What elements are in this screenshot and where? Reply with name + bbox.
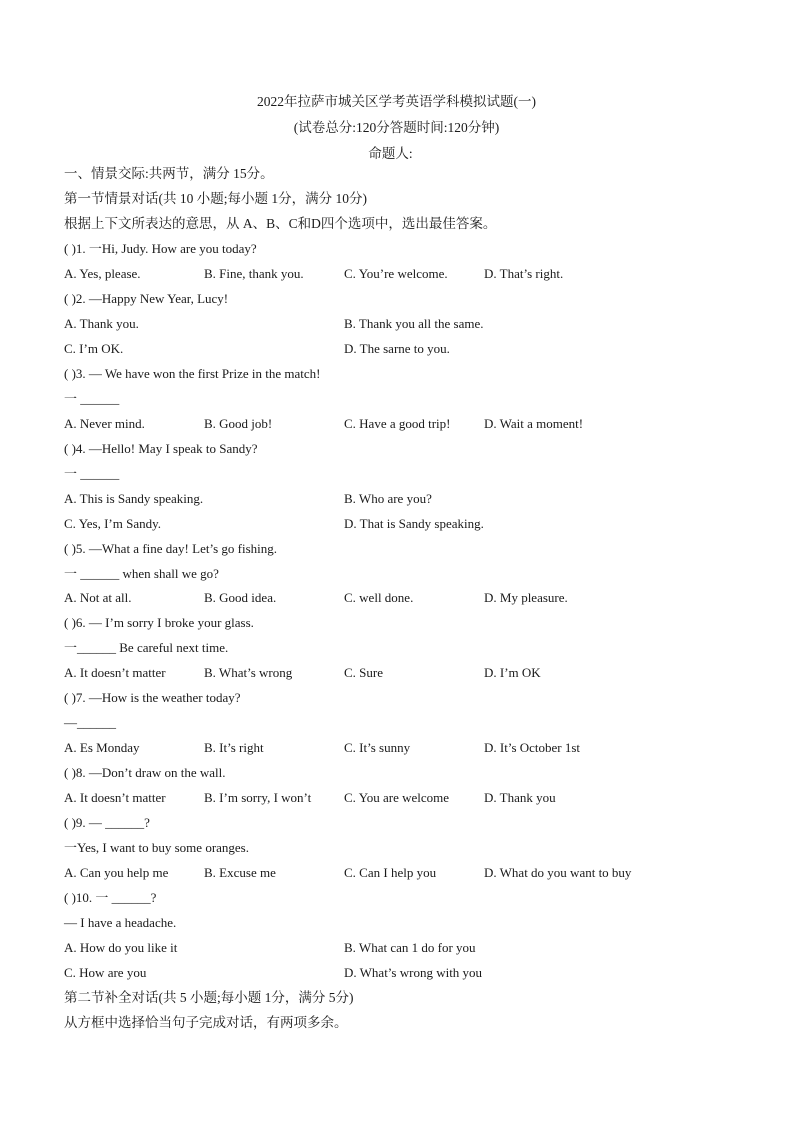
question-3-option-c: C. Have a good trip! — [344, 416, 451, 431]
question-1-option-c: C. You’re welcome. — [344, 266, 448, 281]
question-5-option-c: C. well done. — [344, 590, 414, 605]
part1-title: 一、情景交际:共两节，满分 15分。 — [64, 166, 274, 181]
question-3-option-b: B. Good job! — [204, 416, 273, 431]
question-8-stem: ( )8. —Don’t draw on the wall. — [64, 765, 226, 780]
question-9-stem: ( )9. — ______? — [64, 815, 150, 830]
question-7-option-d: D. It’s October 1st — [484, 740, 581, 755]
exam-subtitle: (试卷总分:120分答题时间:120分钟) — [293, 120, 500, 135]
question-8-option-b: B. I’m sorry, I won’t — [204, 790, 312, 805]
question-3-reply: 一 ______ — [64, 391, 120, 406]
question-4-reply: 一 ______ — [64, 466, 120, 481]
question-5-option-d: D. My pleasure. — [484, 590, 568, 605]
question-7-reply: —______ — [64, 715, 116, 730]
question-9-option-b: B. Excuse me — [204, 865, 276, 880]
question-10-option-a: A. How do you like it — [64, 940, 178, 955]
section2-instruction: 从方框中选择恰当句子完成对话，有两项多余。 — [64, 1015, 348, 1030]
question-4-option-d: D. That is Sandy speaking. — [344, 516, 484, 531]
question-2-stem: ( )2. —Happy New Year, Lucy! — [64, 291, 229, 306]
question-3-option-d: D. Wait a moment! — [484, 416, 584, 431]
question-5-reply: 一 ______ when shall we go? — [64, 566, 219, 581]
question-5-stem: ( )5. —What a fine day! Let’s go fishing. — [64, 541, 277, 556]
question-4-option-a: A. This is Sandy speaking. — [64, 491, 204, 506]
question-4-option-b: B. Who are you? — [344, 491, 432, 506]
question-5-option-b: B. Good idea. — [204, 590, 277, 605]
question-4-stem: ( )4. —Hello! May I speak to Sandy? — [64, 441, 258, 456]
question-8-option-a: A. It doesn’t matter — [64, 790, 166, 805]
question-3-option-a: A. Never mind. — [64, 416, 145, 431]
question-1-stem: ( )1. 一Hi, Judy. How are you today? — [64, 241, 257, 256]
question-6-option-d: D. I’m OK — [484, 665, 541, 680]
section2-title: 第二节补全对话(共 5 小题;每小题 1分，满分 5分) — [64, 990, 354, 1005]
question-7-stem: ( )7. —How is the weather today? — [64, 690, 241, 705]
question-10-option-c: C. How are you — [64, 965, 147, 980]
question-10-stem: ( )10. 一 ______? — [64, 890, 157, 905]
question-7-option-b: B. It’s right — [204, 740, 264, 755]
question-9-option-c: C. Can I help you — [344, 865, 437, 880]
question-2-option-d: D. The sarne to you. — [344, 341, 450, 356]
question-2-option-c: C. I’m OK. — [64, 341, 124, 356]
exam-author: 命题人: — [368, 146, 413, 161]
question-8-option-d: D. Thank you — [484, 790, 556, 805]
question-4-option-c: C. Yes, I’m Sandy. — [64, 516, 162, 531]
exam-title: 2022年拉萨市城关区学考英语学科模拟试题(一) — [257, 94, 536, 109]
question-9-reply: 一Yes, I want to buy some oranges. — [64, 840, 249, 855]
question-2-option-b: B. Thank you all the same. — [344, 316, 484, 331]
question-6-option-c: C. Sure — [344, 665, 383, 680]
question-6-option-a: A. It doesn’t matter — [64, 665, 166, 680]
question-1-option-b: B. Fine, thank you. — [204, 266, 304, 281]
question-9-option-d: D. What do you want to buy — [484, 865, 632, 880]
question-3-stem: ( )3. — We have won the first Prize in the match! — [64, 366, 321, 381]
question-10-option-d: D. What’s wrong with you — [344, 965, 483, 980]
question-6-stem: ( )6. — I’m sorry I broke your glass. — [64, 615, 254, 630]
question-7-option-c: C. It’s sunny — [344, 740, 411, 755]
question-1-option-a: A. Yes, please. — [64, 266, 141, 281]
question-5-option-a: A. Not at all. — [64, 590, 132, 605]
question-1-option-d: D. That’s right. — [484, 266, 564, 281]
question-6-option-b: B. What’s wrong — [204, 665, 293, 680]
question-7-option-a: A. Es Monday — [64, 740, 140, 755]
question-10-option-b: B. What can 1 do for you — [344, 940, 476, 955]
question-10-reply: — I have a headache. — [64, 915, 177, 930]
section1-instruction: 根据上下文所表达的意思，从 A、B、C和D四个选项中，选出最佳答案。 — [64, 216, 497, 231]
question-9-option-a: A. Can you help me — [64, 865, 169, 880]
section1-title: 第一节情景对话(共 10 小题;每小题 1分，满分 10分) — [64, 191, 367, 206]
question-2-option-a: A. Thank you. — [64, 316, 139, 331]
question-8-option-c: C. You are welcome — [344, 790, 450, 805]
question-6-reply: 一______ Be careful next time. — [64, 640, 229, 655]
